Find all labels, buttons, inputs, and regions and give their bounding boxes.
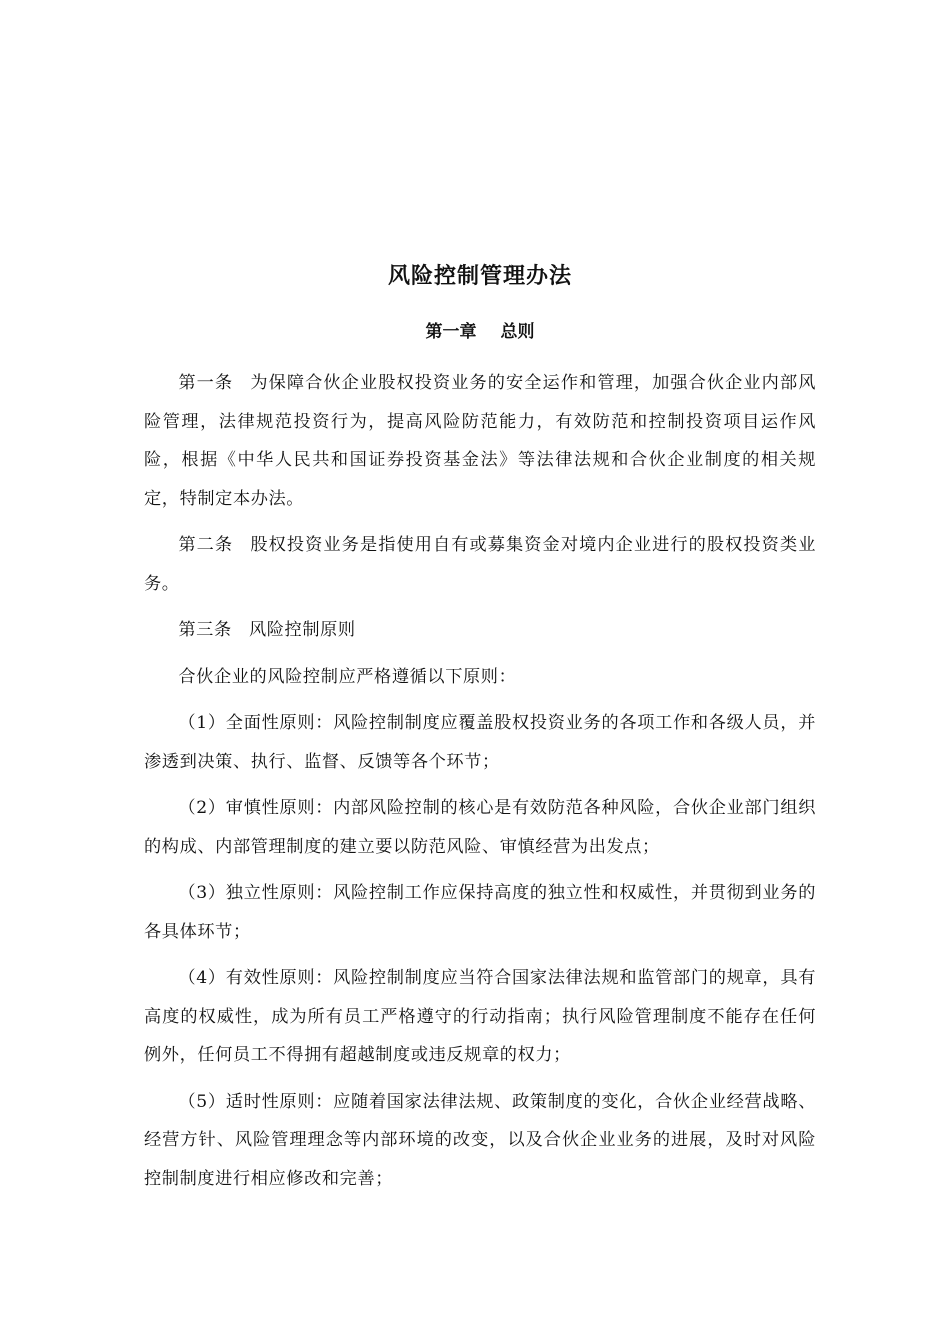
- article-text: 为保障合伙企业股权投资业务的安全运作和管理，加强合伙企业内部风险管理，法律规范投资行为，提高风险防范能力，有效防范和控制投资项目运作风险，根据《中华人民共和国证券投资基金法》等法律法规和合伙企业制度的相关规定，特制定本办法。: [144, 373, 816, 509]
- document-page: [144, 262, 816, 1206]
- article-label: 第二条: [178, 535, 234, 555]
- principle-prudence: （2）审慎性原则：内部风险控制的核心是有效防范各种风险，合伙企业部门组织的构成、内部管理制度的建立要以防范风险、审慎经营为出发点；: [144, 798, 816, 857]
- principle-timeliness: （5）适时性原则：应随着国家法律法规、政策制度的变化，合伙企业经营战略、经营方针、风险管理理念等内部环境的改变，以及合伙企业业务的进展，及时对风险控制制度进行相应修改和完善；: [144, 1091, 816, 1189]
- article-label: 第一条: [178, 373, 234, 393]
- article-text: 股权投资业务是指使用自有或募集资金对境内企业进行的股权投资类业务。: [144, 535, 816, 594]
- principles-intro: 合伙企业的风险控制应严格遵循以下原则：: [178, 666, 517, 687]
- article-label: 第三条: [178, 620, 232, 640]
- principle-effectiveness: （4）有效性原则：风险控制制度应当符合国家法律法规和监管部门的规章，具有高度的权威性，成为所有员工严格遵守的行动指南；执行风险管理制度不能存在任何例外，任何员工不得拥有超越制度或违反规章的权力；: [144, 968, 816, 1065]
- document-title: 风险控制管理办法: [387, 263, 572, 289]
- chapter-name: 总则: [500, 322, 535, 342]
- chapter-number: 第一章: [425, 322, 477, 342]
- article-3: [144, 611, 816, 650]
- principle-independence: （3）独立性原则：风险控制工作应保持高度的独立性和权威性，并贯彻到业务的各具体环节；: [144, 883, 816, 942]
- article-text: 风险控制原则: [248, 620, 356, 640]
- article-2: [144, 526, 816, 603]
- chapter-heading: [144, 320, 816, 344]
- principle-comprehensive: （1）全面性原则：风险控制制度应覆盖股权投资业务的各项工作和各级人员，并渗透到决策、执行、监督、反馈等各个环节；: [144, 713, 816, 772]
- article-1: [144, 364, 816, 518]
